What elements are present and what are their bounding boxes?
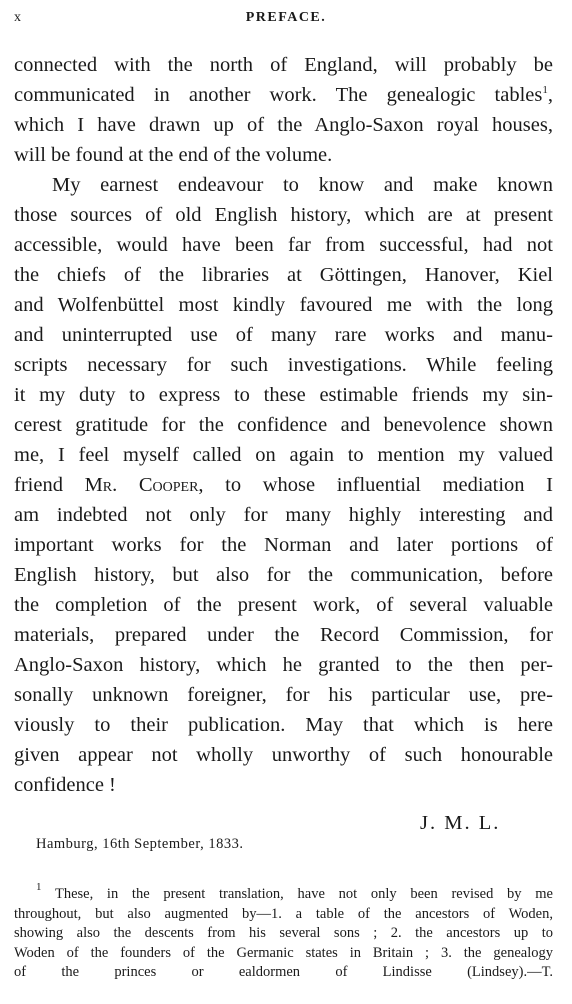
text-segment: , <box>547 84 553 106</box>
footnote-line: throughout, but also augmented by—1. a table of the ancestors of Woden, <box>14 905 553 922</box>
person-name: Mr. Cooper, <box>84 474 204 496</box>
text-line: confidence ! <box>14 774 116 796</box>
text-line: sonally unknown foreigner, for his particular use, pre- <box>14 684 553 706</box>
footnote-ref: 1 <box>542 84 548 96</box>
text-line: scripts necessary for such investigations. While feeling <box>14 354 553 376</box>
text-line: which I have drawn up of the Anglo-Saxon royal houses, <box>14 114 553 136</box>
text-segment: communicated in another work. The genealogic tables <box>14 84 543 106</box>
signature-initials: J. M. L. <box>420 812 501 834</box>
page-header <box>14 10 558 34</box>
text-line: and Wolfenbüttel most kindly favoured me with the long <box>14 294 553 316</box>
text-segment: These, in the present translation, have not only been revised by me <box>54 886 553 902</box>
text-line: given appear not wholly unworthy of such honourable <box>14 744 553 766</box>
body-text <box>14 50 553 800</box>
text-line: and uninterrupted use of many rare works and manu- <box>14 324 553 346</box>
footnote-marker: 1 <box>36 881 42 893</box>
dateline: Hamburg, 16th September, 1833. <box>36 836 244 852</box>
text-line: connected with the north of England, will probably be <box>14 54 553 76</box>
text-line: Anglo-Saxon history, which he granted to the then per- <box>14 654 553 676</box>
text-line <box>14 80 553 110</box>
footnote-line: of the princes or ealdormen of Lindisse (Lindsey).—T. <box>14 964 553 980</box>
footnote-line: Woden of the founders of the Germanic states in Britain ; 3. the genealogy <box>14 944 553 961</box>
text-line: the chiefs of the libraries at Göttingen, Hanover, Kiel <box>14 264 553 286</box>
paragraph-1 <box>14 50 553 170</box>
footnote-line: showing also the descents from his several sons ; 2. the ancestors up to <box>14 925 553 941</box>
paragraph-2 <box>14 170 553 800</box>
text-line: me, I feel myself called on again to mention my valued <box>14 444 553 466</box>
text-line: it my duty to express to these estimable friends my sin- <box>14 384 553 406</box>
text-line: English history, but also for the communication, before <box>14 564 553 586</box>
running-head: PREFACE. <box>245 10 327 25</box>
text-line: those sources of old English history, which are at present <box>14 204 553 226</box>
footnote <box>14 881 553 983</box>
text-line: cerest gratitude for the confidence and benevolence shown <box>14 414 553 436</box>
text-line: My earnest endeavour to know and make known <box>52 174 553 196</box>
text-line: will be found at the end of the volume. <box>14 144 333 166</box>
text-line: important works for the Norman and later portions of <box>14 534 553 556</box>
text-segment: to whose influential mediation I <box>225 474 553 496</box>
text-line: materials, prepared under the Record Commission, for <box>14 624 553 646</box>
text-segment: friend <box>14 474 63 496</box>
text-line: the completion of the present work, of several valuable <box>14 594 553 616</box>
text-line <box>14 470 553 500</box>
text-line: viously to their publication. May that which is here <box>14 714 553 736</box>
text-line: am indebted not only for many highly interesting and <box>14 504 553 526</box>
text-line: accessible, would have been far from successful, had not <box>14 234 553 256</box>
page-number: x <box>14 10 22 25</box>
footnote-line <box>14 881 553 905</box>
